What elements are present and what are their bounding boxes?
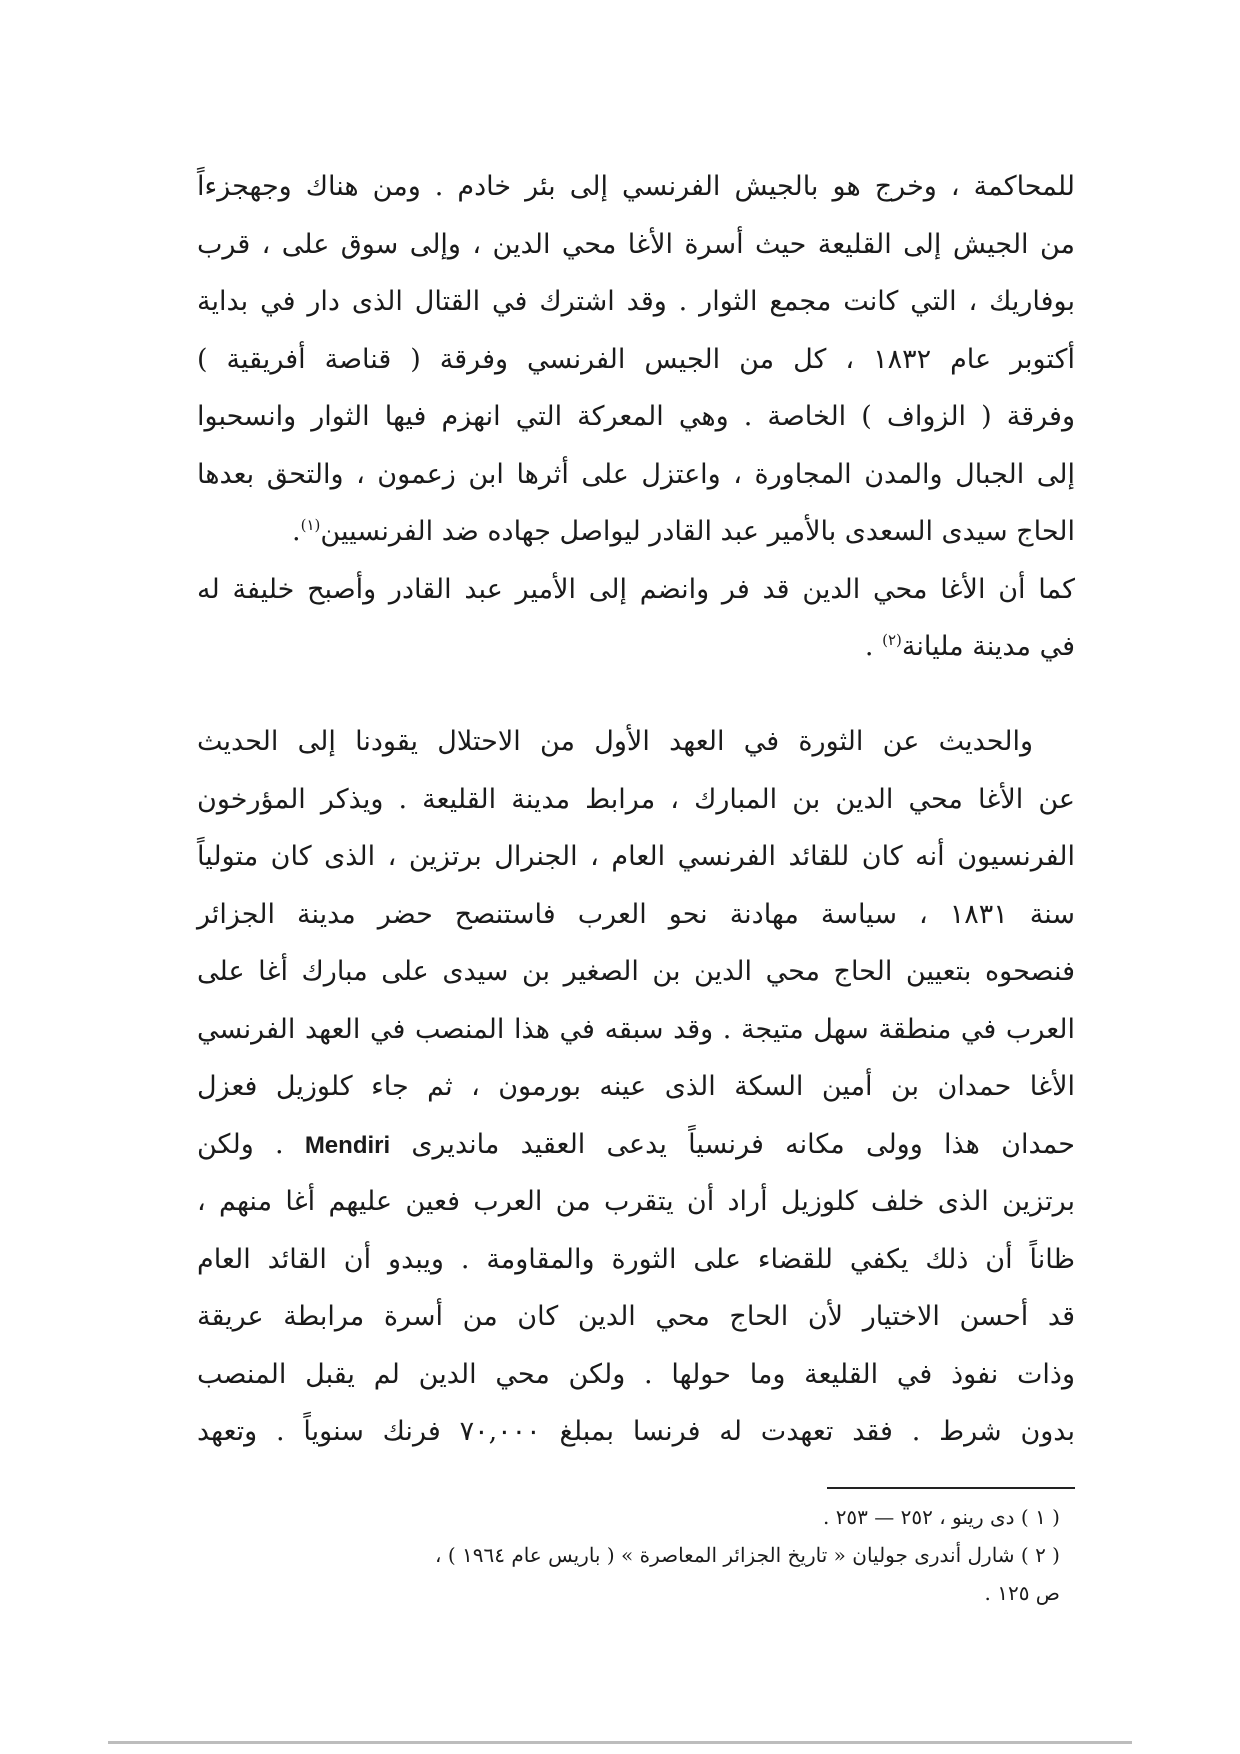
text-line: عن الأغا محي الدين بن المبارك ، مرابط مدينة القليعة . ويذكر المؤرخون xyxy=(197,783,1075,815)
text-line: كما أن الأغا محي الدين قد فر وانضم إلى الأمير عبد القادر وأصبح خليفة له xyxy=(197,573,1075,605)
text-line-content: في مدينة مليانة xyxy=(901,631,1075,662)
footnote-1: ( ١ ) دى رينو ، ٢٥٢ — ٢٥٣ . xyxy=(822,1505,1060,1529)
text-line: قد أحسن الاختيار لأن الحاج محي الدين كان من أسرة مرابطة عريقة xyxy=(197,1301,1075,1332)
text-line-content: الحاج سيدى السعدى بالأمير عبد القادر ليواصل جهاده ضد الفرنسيين xyxy=(320,516,1075,547)
text-line: أكتوبر عام ١٨٣٢ ، كل من الجيس الفرنسي وفرقة ( قناصة أفريقية ) xyxy=(197,343,1075,375)
footnote-marker-2[interactable]: (٢) xyxy=(882,631,902,649)
text-line-content: . ولكن xyxy=(197,1128,284,1160)
text-line: إلى الجبال والمدن المجاورة ، واعتزل على أثرها ابن زعمون ، والتحق بعدها xyxy=(197,458,1075,490)
text-line: العرب في منطقة سهل متيجة . وقد سبقه في هذا المنصب في العهد الفرنسي xyxy=(197,1013,1075,1045)
text-line: الفرنسيون أنه كان للقائد الفرنسي العام ، الجنرال برتزين ، الذى كان متولياً xyxy=(197,841,1075,872)
text-line: وفرقة ( الزواف ) الخاصة . وهي المعركة التي انهزم فيها الثوار وانسحبوا xyxy=(197,401,1075,432)
footnote-2: ( ٢ ) شارل أندرى جوليان « تاريخ الجزائر المعاصرة » ( باريس عام ١٩٦٤ ) ، xyxy=(435,1543,1060,1567)
latin-name: Mendiri xyxy=(304,1131,391,1159)
line-end-punct: . xyxy=(292,516,301,547)
text-line: والحديث عن الثورة في العهد الأول من الاحتلال يقودنا إلى الحديث xyxy=(197,726,1033,757)
text-line: للمحاكمة ، وخرج هو بالجيش الفرنسي إلى بئر خادم . ومن هناك وجهجزءاً xyxy=(197,171,1075,202)
text-line xyxy=(197,618,1075,676)
text-line: سنة ١٨٣١ ، سياسة مهادنة نحو العرب فاستنصح حضر مدينة الجزائر xyxy=(197,898,1075,930)
text-line: الأغا حمدان بن أمين السكة الذى عينه بورمون ، ثم جاء كلوزيل فعزل xyxy=(197,1071,1075,1102)
text-line: من الجيش إلى القليعة حيث أسرة الأغا محي الدين ، وإلى سوق على ، قرب xyxy=(197,228,1075,260)
text-line: ظاناً أن ذلك يكفي للقضاء على الثورة والمقاومة . ويبدو أن القائد العام xyxy=(197,1243,1075,1275)
footnote-marker-1[interactable]: (١) xyxy=(300,516,321,534)
text-line: بدون شرط . فقد تعهدت له فرنسا بمبلغ ٧٠,٠٠٠ فرنك سنوياً . وتعهد xyxy=(197,1416,1075,1447)
paragraph-2 xyxy=(197,713,1075,1461)
text-line: بوفاريك ، التي كانت مجمع الثوار . وقد اشترك في القتال الذى دار في بداية xyxy=(197,286,1075,317)
footnote-separator xyxy=(827,1487,1075,1489)
text-line: فنصحوه بتعيين الحاج محي الدين بن الصغير بن سيدى على مبارك أغا على xyxy=(197,956,1075,987)
footnotes xyxy=(180,1498,1060,1612)
text-line: وذات نفوذ في القليعة وما حولها . ولكن محي الدين لم يقبل المنصب xyxy=(197,1358,1075,1390)
page-bottom-border xyxy=(108,1741,1132,1744)
paragraph-1 xyxy=(197,158,1075,676)
text-line-content: حمدان هذا وولى مكانه فرنسياً يدعى العقيد مانديرى xyxy=(411,1128,1075,1160)
text-line xyxy=(197,1116,1075,1174)
line-end-punct: . xyxy=(864,631,883,662)
text-line: برتزين الذى خلف كلوزيل أراد أن يتقرب من العرب فعين عليهم أغا منهم ، xyxy=(197,1186,1075,1217)
footnote-2-continuation: ص ١٢٥ . xyxy=(984,1581,1060,1605)
text-line xyxy=(197,503,1075,561)
